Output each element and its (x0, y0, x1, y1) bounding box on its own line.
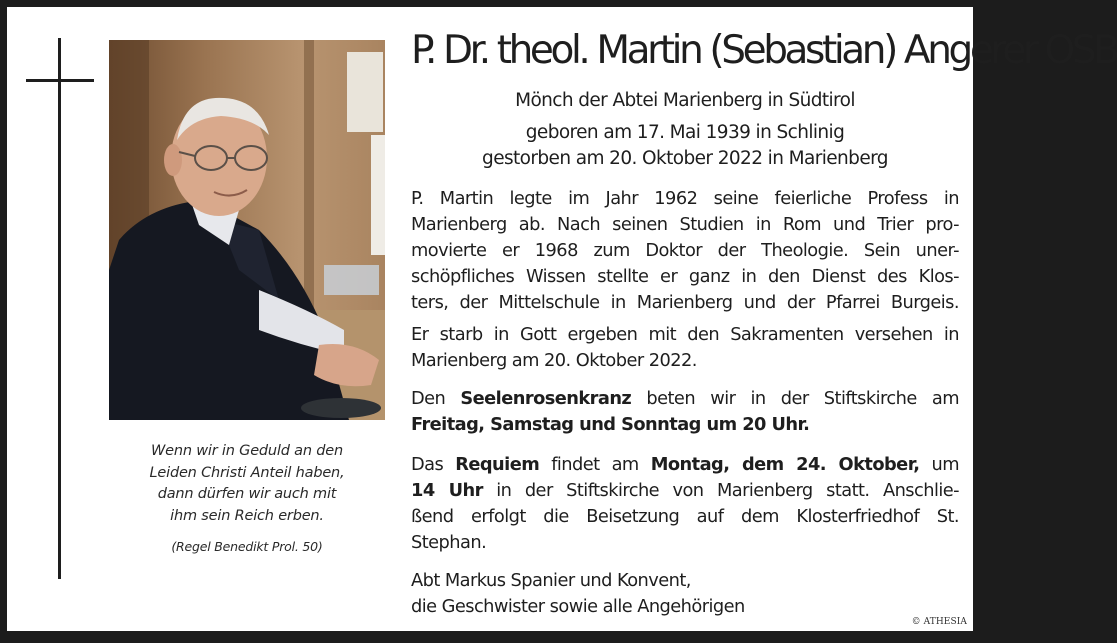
subtitle-birth: geboren am 17. Mai 1939 in Schlinig (525, 122, 845, 143)
obituary-card (7, 7, 1117, 631)
quote (109, 441, 385, 558)
requiem-line: ßend erfolgt die Beisetzung auf dem Klosterfriedhof St. (411, 506, 959, 527)
deceased-name: P. Dr. theol. Martin (Sebastian) Angerer OSB (411, 28, 1117, 73)
portrait-image (109, 40, 385, 420)
requiem-line: 14 Uhr in der Stiftskirche von Marienberg statt. Anschlie- (411, 480, 959, 501)
death-line: Marienberg am 20. Oktober 2022. (411, 350, 697, 371)
cross-bar (26, 79, 94, 82)
mourners-line: Abt Markus Spanier und Konvent, (411, 570, 691, 591)
quote-source: (Regel Benedikt Prol. 50) (171, 539, 323, 554)
death-line: Er starb in Gott ergeben mit den Sakramenten versehen in (411, 324, 959, 345)
bio-line: schöpfliches Wissen stellte er ganz in den Dienst des Klos- (411, 266, 959, 287)
quote-line: Leiden Christi Anteil haben, (149, 464, 345, 481)
mourners-line: die Geschwister sowie alle Angehörigen (411, 596, 745, 617)
rosary-bold: Seelenrosenkranz (460, 388, 632, 409)
quote-line: ihm sein Reich erben. (170, 507, 324, 524)
portrait-photo (109, 40, 385, 420)
quote-line: Wenn wir in Geduld an den (151, 443, 343, 459)
requiem-line: Stephan. (411, 532, 487, 553)
copyright: © ATHESIA (911, 617, 967, 627)
bio-line: ters, der Mittelschule in Marienberg und der Pfarrei Burgeis. (411, 292, 959, 313)
requiem-time: 14 Uhr (411, 480, 483, 501)
bio-line: P. Martin legte im Jahr 1962 seine feierliche Profess in (411, 188, 959, 209)
requiem-line: Das Requiem findet am Montag, dem 24. Oktober, um (411, 454, 960, 475)
requiem-bold: Requiem (455, 454, 540, 475)
rosary-times: Freitag, Samstag und Sonntag um 20 Uhr. (411, 414, 810, 435)
bio-line: movierte er 1968 zum Doktor der Theologie. Sein uner- (411, 240, 959, 261)
subtitle-monk: Mönch der Abtei Marienberg in Südtirol (515, 90, 855, 111)
subtitle-death: gestorben am 20. Oktober 2022 in Marienberg (482, 148, 888, 169)
bio-line: Marienberg ab. Nach seinen Studien in Rom und Trier pro- (411, 214, 959, 235)
quote-line: dann dürfen wir auch mit (157, 486, 337, 502)
rosary-line: Den Seelenrosenkranz beten wir in der Stiftskirche am (411, 388, 959, 409)
cross-icon (58, 38, 61, 579)
requiem-date: Montag, dem 24. Oktober, (650, 454, 920, 475)
